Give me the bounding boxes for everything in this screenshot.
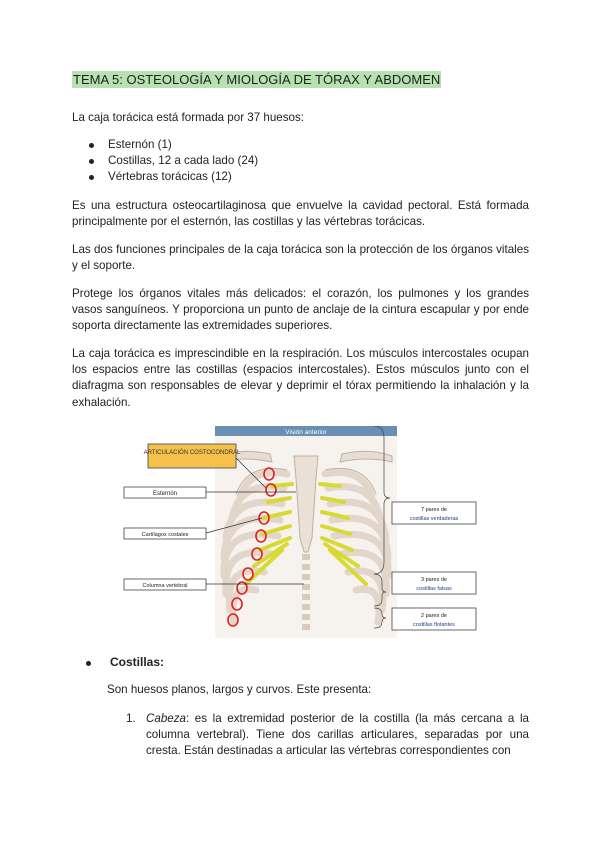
paragraph: Protege los órganos vitales más delicados: el corazón, los pulmones y los grandes vasos sanguíneos. Y proporciona un punto de anclaje de la cintura escapular y por ende soporta directamente las extremidades superiores. [72,287,529,333]
true-ribs-count: 7 pares de [421,507,447,513]
true-ribs-label: costillas verdaderas [409,516,459,522]
label-cartilage: Cartílagos costales [141,532,189,538]
list-item: Vértebras torácicas (12) [86,169,258,185]
floating-ribs-label: costillas flotantes [413,622,455,628]
item-number: 1. [126,712,136,725]
list-item: Costillas, 12 a cada lado (24) [86,153,258,169]
intro-paragraph: La caja torácica está formada por 37 huesos: [72,111,305,124]
numbered-item [126,711,529,760]
item-term: Cabeza [146,712,186,725]
paragraph: Es una estructura osteocartilaginosa que envuelve la cavidad pectoral. Está formada principalmente por el esternón, las costillas y las vértebras torácicas. [72,199,529,229]
paragraph: Las dos funciones principales de la caja torácica son la protección de los órganos vitales y el soporte. [72,243,529,273]
false-ribs-label: costillas falsas [416,586,452,592]
rib-cage-figure [122,426,482,638]
label-sternum: Esternón [152,491,178,497]
articulation-label: ARTICULACIÓN COSTOCONDRAL [143,450,241,456]
articulation-box [148,444,236,468]
floating-ribs-count: 2 pares de [421,613,447,619]
section-bullet [88,655,164,669]
list-item: Esternón (1) [86,137,258,153]
page-title: TEMA 5: OSTEOLOGÍA Y MIOLOGÍA DE TÓRAX Y ABDOMEN [73,72,441,87]
paragraph: La caja torácica es imprescindible en la respiración. Los músculos intercostales ocupan los espacios entre las costillas (espacios intercostales). Estos músculos junto con el diafragma son responsables de elevar y deprimir el tórax permitiendo la inhalación y la exhalación. [72,347,529,409]
section-heading: Costillas: [110,655,165,669]
bone-list [86,137,258,186]
figure-header: Visión anterior [285,429,327,436]
false-ribs-count: 3 pares de [421,577,447,583]
label-spine: Columna vertebral [142,583,188,589]
item-text: : es la extremidad posterior de la costilla (la más cercana a la columna vertebral). Tiene dos carillas articulares, separadas por una cresta. Están destinadas a articular las vértebras correspondientes con [146,712,529,758]
section-intro: Son huesos planos, largos y curvos. Este presenta: [107,683,372,696]
